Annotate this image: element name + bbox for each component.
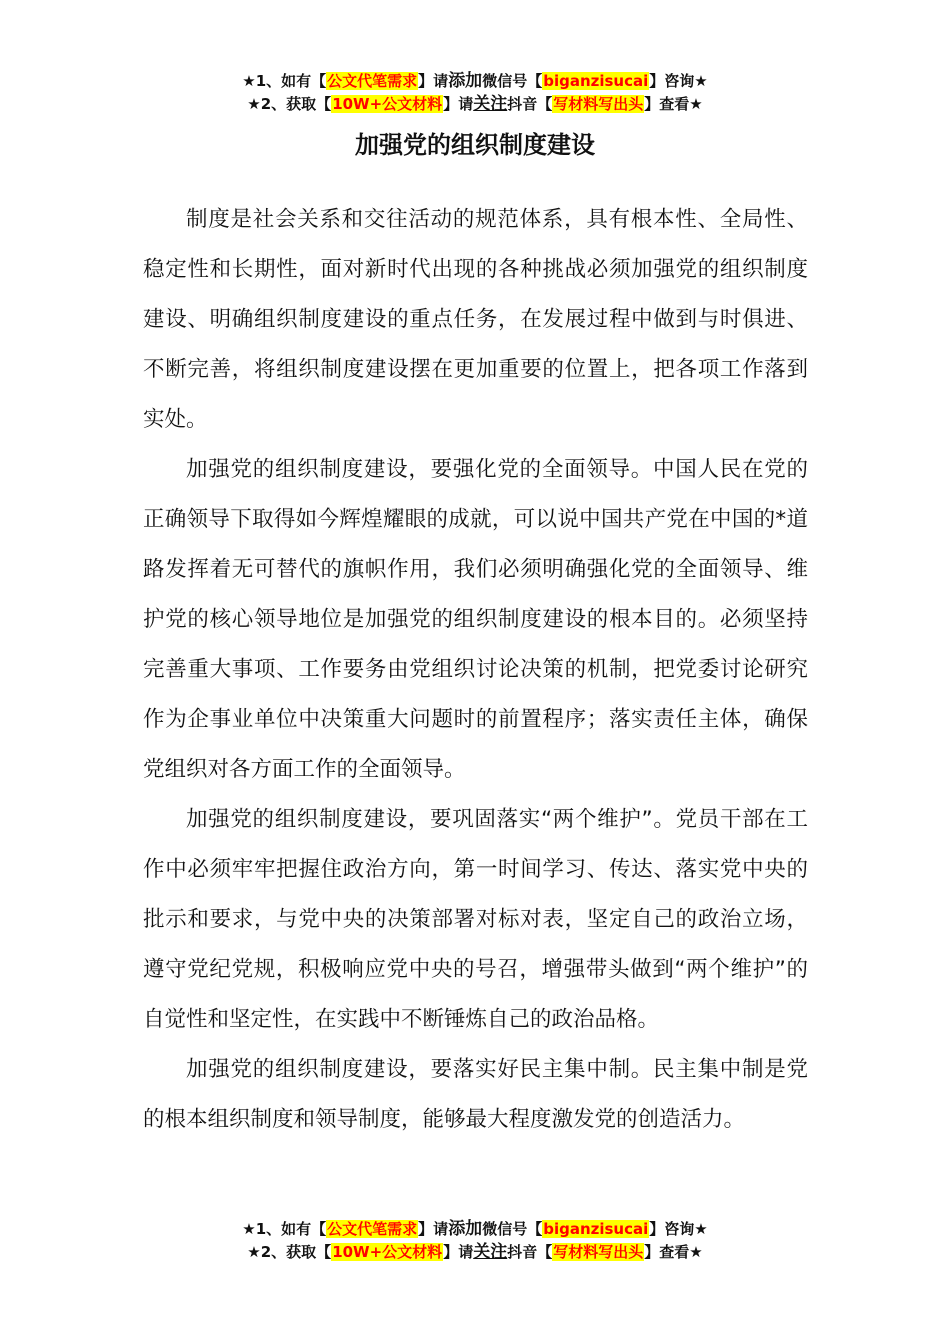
banner-text: 微信号【 [482, 1220, 543, 1238]
banner-emphasis: 添加 [448, 71, 483, 91]
paragraph: 加强党的组织制度建设，要落实好民主集中制。民主集中制是党的根本组织制度和领导制度，能够最大程度激发党的创造活力。 [143, 1057, 808, 1132]
banner-text: 】咨询★ [649, 1220, 708, 1238]
banner-line-1 [0, 70, 950, 93]
banner-text: 抖音【 [507, 95, 553, 113]
banner-text: ★1、如有【 [242, 1220, 327, 1238]
banner-text: 】请 [418, 1220, 449, 1238]
banner-text: 】咨询★ [649, 72, 708, 90]
banner-line-2 [0, 93, 950, 116]
banner-emphasis: 关注 [473, 94, 508, 114]
banner-highlight: 10W+公文材料 [332, 1243, 443, 1261]
document-title: 加强党的组织制度建设 [355, 131, 595, 159]
banner-text: 微信号【 [482, 72, 543, 90]
paragraph: 加强党的组织制度建设，要巩固落实“两个维护”。党员干部在工作中必须牢牢把握住政治方向，第一时间学习、传达、落实党中央的批示和要求，与党中央的决策部署对标对表，坚定自己的政治立场，遵守党纪党规，积极响应党中央的号召，增强带头做到“两个维护”的自觉性和坚定性，在实践中不断锤炼自己的政治品格。 [143, 807, 808, 1032]
banner-text: ★2、获取【 [247, 95, 332, 113]
document-body [143, 195, 808, 1145]
paragraph: 制度是社会关系和交往活动的规范体系，具有根本性、全局性、稳定性和长期性，面对新时代出现的各种挑战必须加强党的组织制度建设、明确组织制度建设的重点任务，在发展过程中做到与时俱进、不断完善，将组织制度建设摆在更加重要的位置上，把各项工作落到实处。 [143, 207, 808, 432]
banner-line-1 [0, 1218, 950, 1241]
banner-highlight: 10W+公文材料 [332, 95, 443, 113]
banner-text: 】请 [443, 1243, 474, 1261]
banner-emphasis: 添加 [448, 1219, 483, 1239]
banner-highlight: 写材料写出头 [553, 95, 644, 113]
banner-text: 】请 [443, 95, 474, 113]
banner-text: 】查看★ [644, 95, 703, 113]
footer-banner [0, 1218, 950, 1264]
banner-highlight: 公文代笔需求 [327, 72, 418, 90]
banner-emphasis: 关注 [473, 1242, 508, 1262]
banner-highlight: 写材料写出头 [553, 1243, 644, 1261]
banner-highlight: biganzisucai [543, 1220, 649, 1238]
header-banner [0, 70, 950, 116]
banner-text: ★1、如有【 [242, 72, 327, 90]
banner-line-2 [0, 1241, 950, 1264]
banner-highlight: 公文代笔需求 [327, 1220, 418, 1238]
banner-highlight: biganzisucai [543, 72, 649, 90]
banner-text: 】请 [418, 72, 449, 90]
banner-text: 抖音【 [507, 1243, 553, 1261]
banner-text: 】查看★ [644, 1243, 703, 1261]
banner-text: ★2、获取【 [247, 1243, 332, 1261]
paragraph: 加强党的组织制度建设，要强化党的全面领导。中国人民在党的正确领导下取得如今辉煌耀眼的成就，可以说中国共产党在中国的*道路发挥着无可替代的旗帜作用，我们必须明确强化党的全面领导、维护党的核心领导地位是加强党的组织制度建设的根本目的。必须坚持完善重大事项、工作要务由党组织讨论决策的机制，把党委讨论研究作为企事业单位中决策重大问题时的前置程序；落实责任主体，确保党组织对各方面工作的全面领导。 [143, 457, 808, 782]
